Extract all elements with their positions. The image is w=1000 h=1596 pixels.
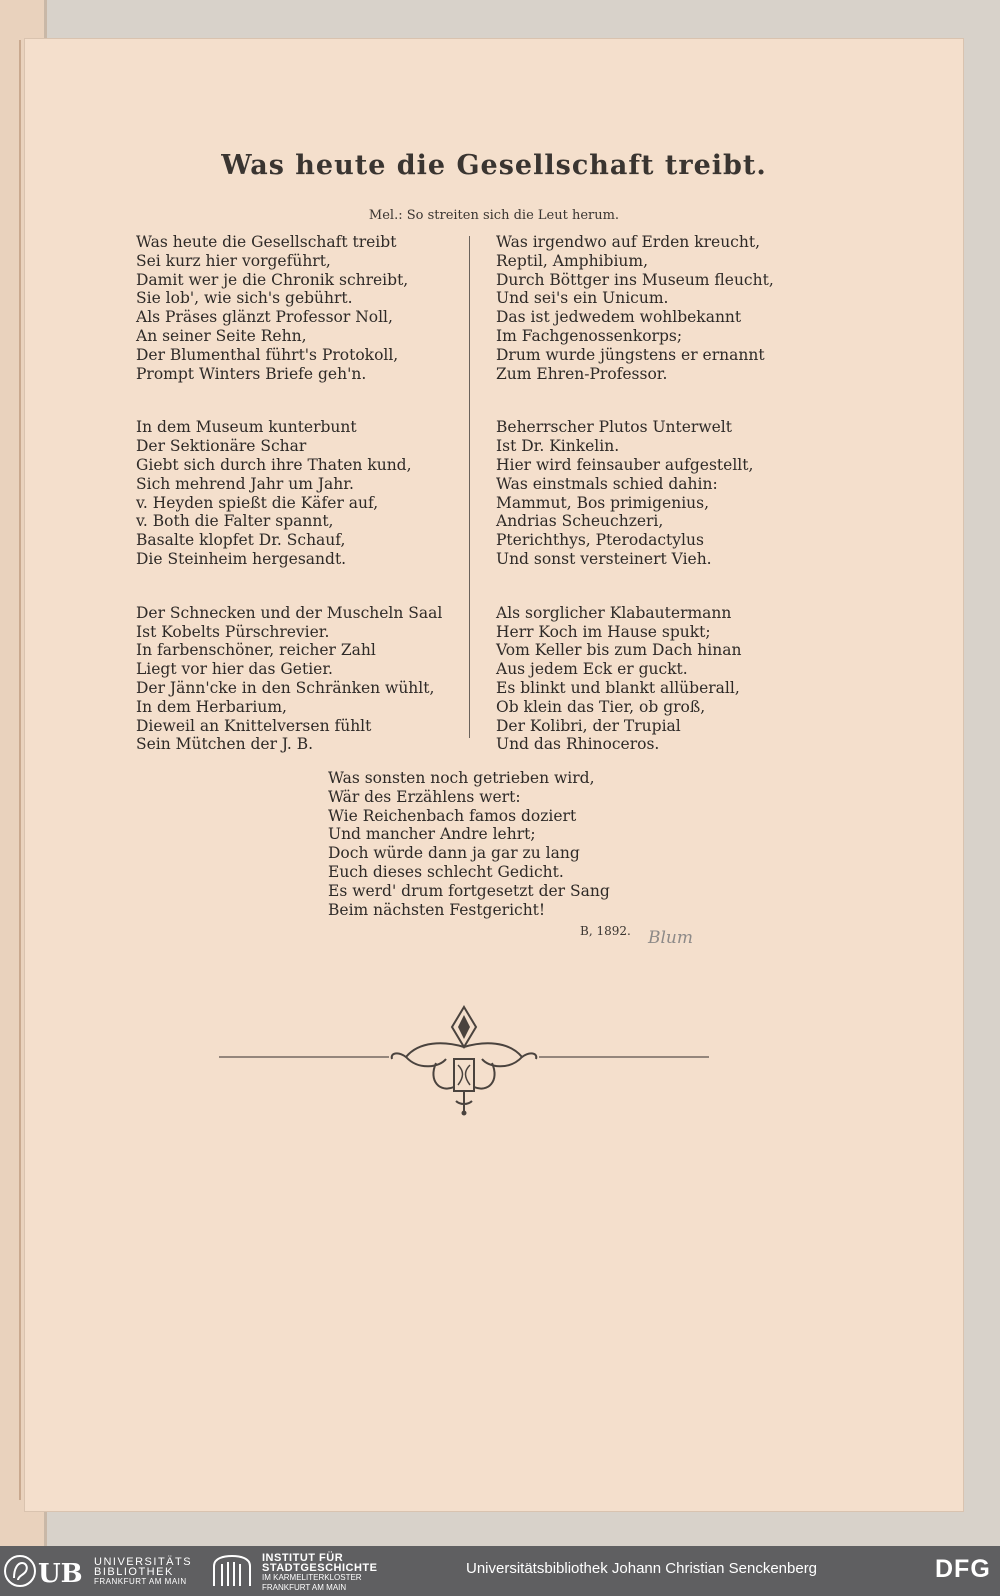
verse-line: Und mancher Andre lehrt; bbox=[328, 825, 536, 844]
verse-line: Sein Mütchen der J. B. bbox=[136, 735, 314, 754]
verse-line: Herr Koch im Hause spukt; bbox=[496, 622, 711, 641]
verse-line: Es blinkt und blankt allüberall, bbox=[496, 678, 740, 697]
verse-line: Durch Böttger ins Museum fleucht, bbox=[496, 270, 774, 289]
verse-line: Euch dieses schlecht Gedicht. bbox=[328, 862, 564, 881]
verse-line: Giebt sich durch ihre Thaten kund, bbox=[136, 455, 412, 474]
verse-line: Beherrscher Plutos Unterwelt bbox=[496, 418, 732, 437]
verse-line: Der Kolibri, der Trupial bbox=[496, 716, 681, 735]
verse-line: Doch würde dann ja gar zu lang bbox=[328, 844, 580, 863]
pencil-note: Blum bbox=[648, 928, 693, 948]
stanza bbox=[136, 604, 442, 754]
column-divider bbox=[469, 236, 470, 738]
institute-line: INSTITUT FÜR bbox=[262, 1552, 344, 1564]
dfg-logo: DFG bbox=[935, 1555, 991, 1583]
verse-line: Sich mehrend Jahr um Jahr. bbox=[136, 474, 354, 493]
right-column bbox=[496, 233, 774, 789]
verse-line: Als Präses glänzt Professor Noll, bbox=[136, 308, 393, 327]
stanza bbox=[496, 233, 774, 383]
verse-line: Pterichthys, Pterodactylus bbox=[496, 531, 704, 550]
verse-line: Reptil, Amphibium, bbox=[496, 251, 649, 270]
verse-line: Als sorglicher Klabautermann bbox=[496, 603, 732, 622]
verse-line: Was einstmals schied dahin: bbox=[496, 474, 718, 493]
verse-line: Die Steinheim hergesandt. bbox=[136, 549, 347, 568]
verse-line: Ob klein das Tier, ob groß, bbox=[496, 697, 706, 716]
stanza bbox=[496, 418, 774, 568]
verse-line: Drum wurde jüngstens er ernannt bbox=[496, 345, 765, 364]
verse-line: Sei kurz hier vorgeführt, bbox=[136, 251, 331, 270]
verse-line: An seiner Seite Rehn, bbox=[136, 326, 307, 345]
footer-bar bbox=[0, 1546, 1000, 1596]
signature: B, 1892. bbox=[580, 924, 631, 938]
verse-line: v. Both die Falter spannt, bbox=[136, 512, 334, 531]
verse-line: Im Fachgenossenkorps; bbox=[496, 326, 683, 345]
verse-line: Ist Kobelts Pürschrevier. bbox=[136, 622, 330, 641]
final-stanza bbox=[328, 769, 610, 919]
verse-line: Und das Rhinoceros. bbox=[496, 735, 660, 754]
verse-line: v. Heyden spießt die Käfer auf, bbox=[136, 493, 379, 512]
verse-line: Sie lob', wie sich's gebührt. bbox=[136, 289, 353, 308]
verse-line: In dem Herbarium, bbox=[136, 697, 287, 716]
verse-line: Und sei's ein Unicum. bbox=[496, 289, 669, 308]
verse-line: Zum Ehren-Professor. bbox=[496, 364, 668, 383]
verse-line: In dem Museum kunterbunt bbox=[136, 418, 357, 437]
verse-line: Was irgendwo auf Erden kreucht, bbox=[496, 233, 760, 251]
verse-line: Andrias Scheuchzeri, bbox=[496, 512, 664, 531]
verse-line: Dieweil an Knittelversen fühlt bbox=[136, 716, 372, 735]
ornament-icon bbox=[214, 1001, 714, 1121]
verse-line: Damit wer je die Chronik schreibt, bbox=[136, 270, 409, 289]
verse-line: Das ist jedwedem wohlbekannt bbox=[496, 308, 742, 327]
verse-line: Aus jedem Eck er guckt. bbox=[496, 660, 688, 679]
verse-line: Was sonsten noch getrieben wird, bbox=[328, 769, 595, 787]
verse-line: Der Jänn'cke in den Schränken wühlt, bbox=[136, 678, 435, 697]
stanza bbox=[496, 604, 774, 754]
verse-line: Es werd' drum fortgesetzt der Sang bbox=[328, 881, 610, 900]
verse-line: Was heute die Gesellschaft treibt bbox=[136, 233, 397, 251]
stanza bbox=[136, 418, 442, 568]
institute-line: IM KARMELITERKLOSTER bbox=[262, 1573, 362, 1582]
ub-logo-text: UB bbox=[38, 1559, 83, 1588]
ub-wordmark bbox=[94, 1557, 192, 1587]
verse-line: Hier wird feinsauber aufgestellt, bbox=[496, 455, 754, 474]
ub-line: UNIVERSITÄTS bbox=[94, 1556, 193, 1568]
institute-line: FRANKFURT AM MAIN bbox=[262, 1583, 347, 1592]
institute-line: STADTGESCHICHTE bbox=[262, 1562, 378, 1574]
melody-note: Mel.: So streiten sich die Leut herum. bbox=[368, 208, 620, 223]
verse-line: Der Sektionäre Schar bbox=[136, 437, 307, 456]
poem-title: Was heute die Gesellschaft treibt. bbox=[221, 150, 767, 181]
verse-line: Vom Keller bis zum Dach hinan bbox=[496, 641, 742, 660]
ub-line: FRANKFURT AM MAIN bbox=[94, 1577, 187, 1586]
verse-line: Wie Reichenbach famos doziert bbox=[328, 806, 577, 825]
verse-line: Der Blumenthal führt's Protokoll, bbox=[136, 345, 399, 364]
verse-line: Beim nächsten Festgericht! bbox=[328, 900, 546, 919]
verse-line: Und sonst versteinert Vieh. bbox=[496, 549, 712, 568]
verse-line: Wär des Erzählens wert: bbox=[328, 787, 521, 806]
ub-line: BIBLIOTHEK bbox=[94, 1566, 174, 1578]
verse-line: Ist Dr. Kinkelin. bbox=[496, 437, 620, 456]
stanza bbox=[136, 233, 442, 383]
verse-line: Basalte klopfet Dr. Schauf, bbox=[136, 531, 346, 550]
institute-wordmark bbox=[262, 1553, 377, 1593]
document-page bbox=[24, 38, 964, 1512]
verse-line: Mammut, Bos primigenius, bbox=[496, 493, 710, 512]
library-name: Universitätsbibliothek Johann Christian Senckenberg bbox=[466, 1560, 818, 1577]
ub-logo-icon bbox=[4, 1554, 84, 1588]
verse-line: Prompt Winters Briefe geh'n. bbox=[136, 364, 367, 383]
verse-line: Der Schnecken und der Muscheln Saal bbox=[136, 603, 443, 622]
verse-line: Liegt vor hier das Getier. bbox=[136, 660, 333, 679]
left-column bbox=[136, 233, 442, 789]
institute-logo-icon bbox=[212, 1554, 252, 1588]
verse-line: In farbenschöner, reicher Zahl bbox=[136, 641, 376, 660]
